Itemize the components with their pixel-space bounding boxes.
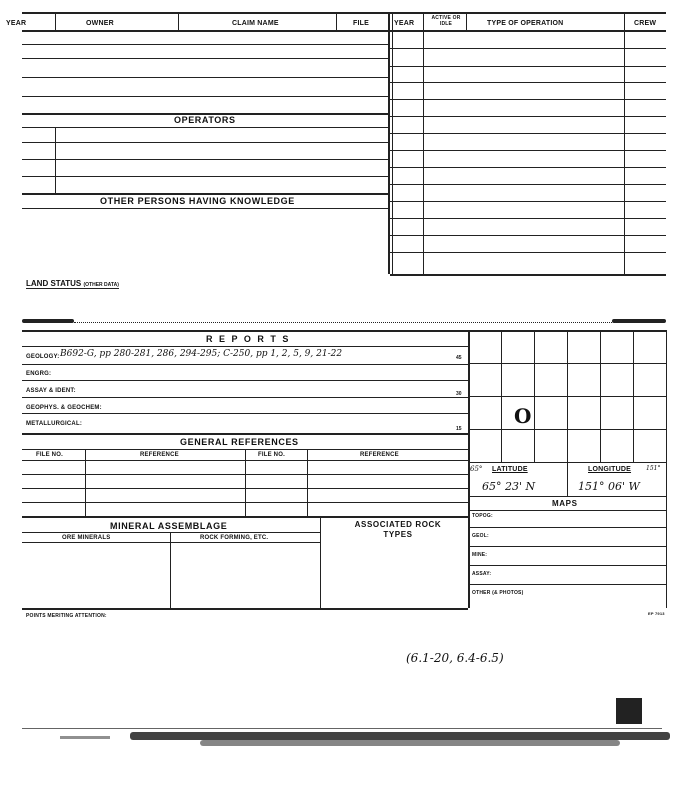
col-header-active-idle: ACTIVE OR IDLE [431, 15, 461, 27]
associated-rock-types-label: ASSOCIATED ROCK TYPES [354, 520, 442, 539]
col-header-type-of-operation: TYPE OF OPERATION [487, 20, 564, 27]
operators-label: OPERATORS [174, 115, 236, 125]
row-number-30: 30 [456, 391, 462, 397]
metallurgical-label: METALLURGICAL: [26, 421, 83, 427]
longitude-suffix: 151° [646, 465, 661, 472]
geology-label: GEOLOGY: [26, 354, 60, 360]
assay-ident-label: ASSAY & IDENT: [26, 388, 76, 394]
maps-other-label: OTHER (& PHOTOS) [472, 590, 524, 596]
row-number-15: 15 [456, 426, 462, 432]
geophys-label: GEOPHYS. & GEOCHEM: [26, 405, 102, 411]
general-references-title: GENERAL REFERENCES [180, 437, 299, 447]
scan-smudge [22, 319, 74, 323]
maps-topog-label: TOPOG: [472, 513, 493, 519]
maps-assay-label: ASSAY: [472, 571, 492, 577]
ref-col-reference-1: REFERENCE [140, 452, 179, 458]
scan-artifact-block [616, 698, 642, 724]
ref-col-file-no-1: FILE NO. [36, 452, 63, 458]
col-header-claim-name: CLAIM NAME [232, 20, 279, 27]
mineral-assemblage-title: MINERAL ASSEMBLAGE [110, 521, 228, 531]
latitude-label: LATITUDE [492, 466, 528, 473]
longitude-label: LONGITUDE [588, 466, 632, 473]
col-header-crew: CREW [634, 20, 657, 27]
grid-location-mark: O [514, 404, 532, 428]
maps-title: MAPS [552, 499, 578, 508]
scan-smudge [612, 319, 666, 323]
latitude-value: 65° 23' N [482, 480, 536, 493]
col-header-year-2: YEAR [394, 20, 415, 27]
engrg-label: ENGRG: [26, 371, 52, 377]
form-number: EP 7913 [648, 611, 665, 616]
scan-artifact-speck [60, 736, 110, 739]
ref-col-file-no-2: FILE NO. [258, 452, 285, 458]
geology-value: B692-G, pp 280-281, 286, 294-295; C-250, pp 1, 2, 5, 9, 21-22 [60, 349, 343, 359]
points-meriting-attention-label: POINTS MERITING ATTENTION: [26, 613, 107, 619]
scan-artifact-streak [130, 732, 670, 740]
latitude-prefix: 65° [470, 465, 483, 473]
land-status-label: LAND STATUS (OTHER DATA) [26, 279, 119, 288]
handwritten-note: (6.1-20, 6.4-6.5) [406, 651, 504, 665]
ore-minerals-label: ORE MINERALS [62, 535, 111, 541]
col-header-owner: OWNER [86, 20, 114, 27]
maps-mine-label: MINE: [472, 552, 488, 558]
ref-col-reference-2: REFERENCE [360, 452, 399, 458]
rock-forming-label: ROCK FORMING, ETC. [200, 535, 269, 541]
scan-artifact-streak [200, 740, 620, 746]
maps-geol-label: GEOL: [472, 533, 489, 539]
reports-title: R E P O R T S [206, 334, 291, 344]
row-number-45: 45 [456, 355, 462, 361]
col-header-year: YEAR [6, 20, 27, 27]
scan-artifact-speck [22, 728, 662, 729]
col-header-file: FILE [353, 20, 369, 27]
longitude-value: 151° 06' W [578, 480, 640, 493]
other-persons-label: OTHER PERSONS HAVING KNOWLEDGE [100, 196, 295, 206]
